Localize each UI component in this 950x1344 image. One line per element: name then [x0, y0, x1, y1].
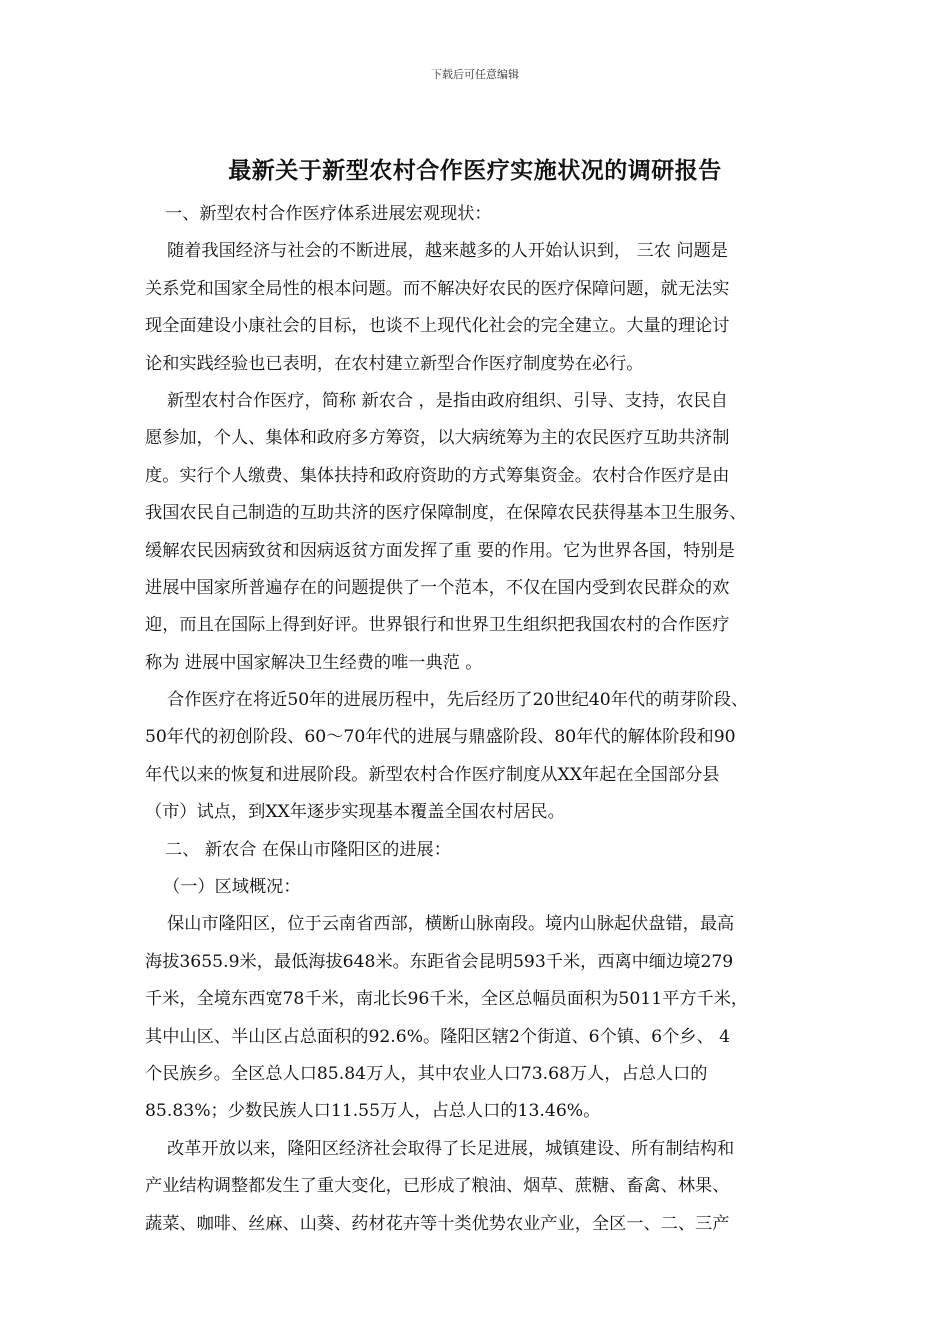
text-line: 愿参加，个人、集体和政府多方筹资，以大病统筹为主的农民医疗互助共济制: [145, 428, 730, 449]
document-body: [145, 196, 807, 1243]
text-line: 50年代的初创阶段、60～70年代的进展与鼎盛阶段、80年代的解体阶段和90: [145, 727, 736, 748]
text-line: （市）试点，到XX年逐步实现基本覆盖全国农村居民。: [145, 802, 565, 823]
text-line: 合作医疗在将近50年的进展历程中，先后经历了20世纪40年代的萌芽阶段、: [167, 690, 749, 711]
text-line: （一）区域概况：: [163, 877, 301, 898]
text-line: 蔬菜、咖啡、丝麻、山葵、药材花卉等十类优势农业产业，全区一、二、三产: [145, 1213, 730, 1234]
text-line: 千米，全境东西宽78千米，南北长96千米，全区总幅员面积为5011平方千米，: [145, 989, 749, 1010]
text-line: 改革开放以来，隆阳区经济社会取得了长足进展，城镇建设、所有制结构和: [167, 1138, 735, 1159]
text-line: 现全面建设小康社会的目标，也谈不上现代化社会的完全建立。大量的理论讨: [145, 316, 730, 337]
text-line: 度。实行个人缴费、集体扶持和政府资助的方式筹集资金。农村合作医疗是由: [145, 465, 730, 486]
text-line: 二、 新农合 在保山市隆阳区的进展：: [165, 839, 451, 860]
text-line: 进展中国家所普遍存在的问题提供了一个范本，不仅在国内受到农民群众的欢: [145, 577, 730, 598]
text-line: 新型农村合作医疗，简称 新农合 ，是指由政府组织、引导、支持，农民自: [167, 390, 728, 411]
text-line: 迎，而且在国际上得到好评。世界银行和世界卫生组织把我国农村的合作医疗: [145, 615, 730, 636]
text-line: 其中山区、半山区占总面积的92.6%。隆阳区辖2个街道、6个镇、6个乡、 4: [145, 1026, 731, 1047]
text-line: 保山市隆阳区，位于云南省西部，横断山脉南段。境内山脉起伏盘错，最高: [167, 914, 735, 935]
text-line: 一、新型农村合作医疗体系进展宏观现状：: [165, 204, 492, 224]
text-line: 产业结构调整都发生了重大变化，已形成了粮油、烟草、蔗糖、畜禽、林果、: [145, 1176, 730, 1197]
document-title: 最新关于新型农村合作医疗实施状况的调研报告: [228, 157, 722, 184]
text-line: 年代以来的恢复和进展阶段。新型农村合作医疗制度从XX年起在全国部分县: [145, 764, 720, 785]
text-line: 海拔3655.9米，最低海拔648米。东距省会昆明593千米，西离中缅边境279: [145, 951, 734, 972]
header-note: 下载后可任意编辑: [431, 68, 519, 81]
text-line: 关系党和国家全局性的根本问题。而不解决好农民的医疗保障问题，就无法实: [145, 278, 730, 299]
text-line: 论和实践经验也已表明，在农村建立新型合作医疗制度势在必行。: [145, 353, 644, 374]
text-line: 缓解农民因病致贫和因病返贫方面发挥了重 要的作用。它为世界各国，特别是: [145, 540, 735, 561]
text-line: 我国农民自己制造的互助共济的医疗保障制度，在保障农民获得基本卫生服务、: [145, 503, 747, 524]
text-line: 85.83%；少数民族人口11.55万人，占总人口的13.46%。: [145, 1101, 601, 1122]
text-line: 个民族乡。全区总人口85.84万人，其中农业人口73.68万人，占总人口的: [145, 1063, 708, 1084]
text-line: 称为 进展中国家解决卫生经费的唯一典范 。: [145, 652, 483, 673]
text-line: 随着我国经济与社会的不断进展，越来越多的人开始认识到， 三农 问题是: [167, 241, 728, 262]
